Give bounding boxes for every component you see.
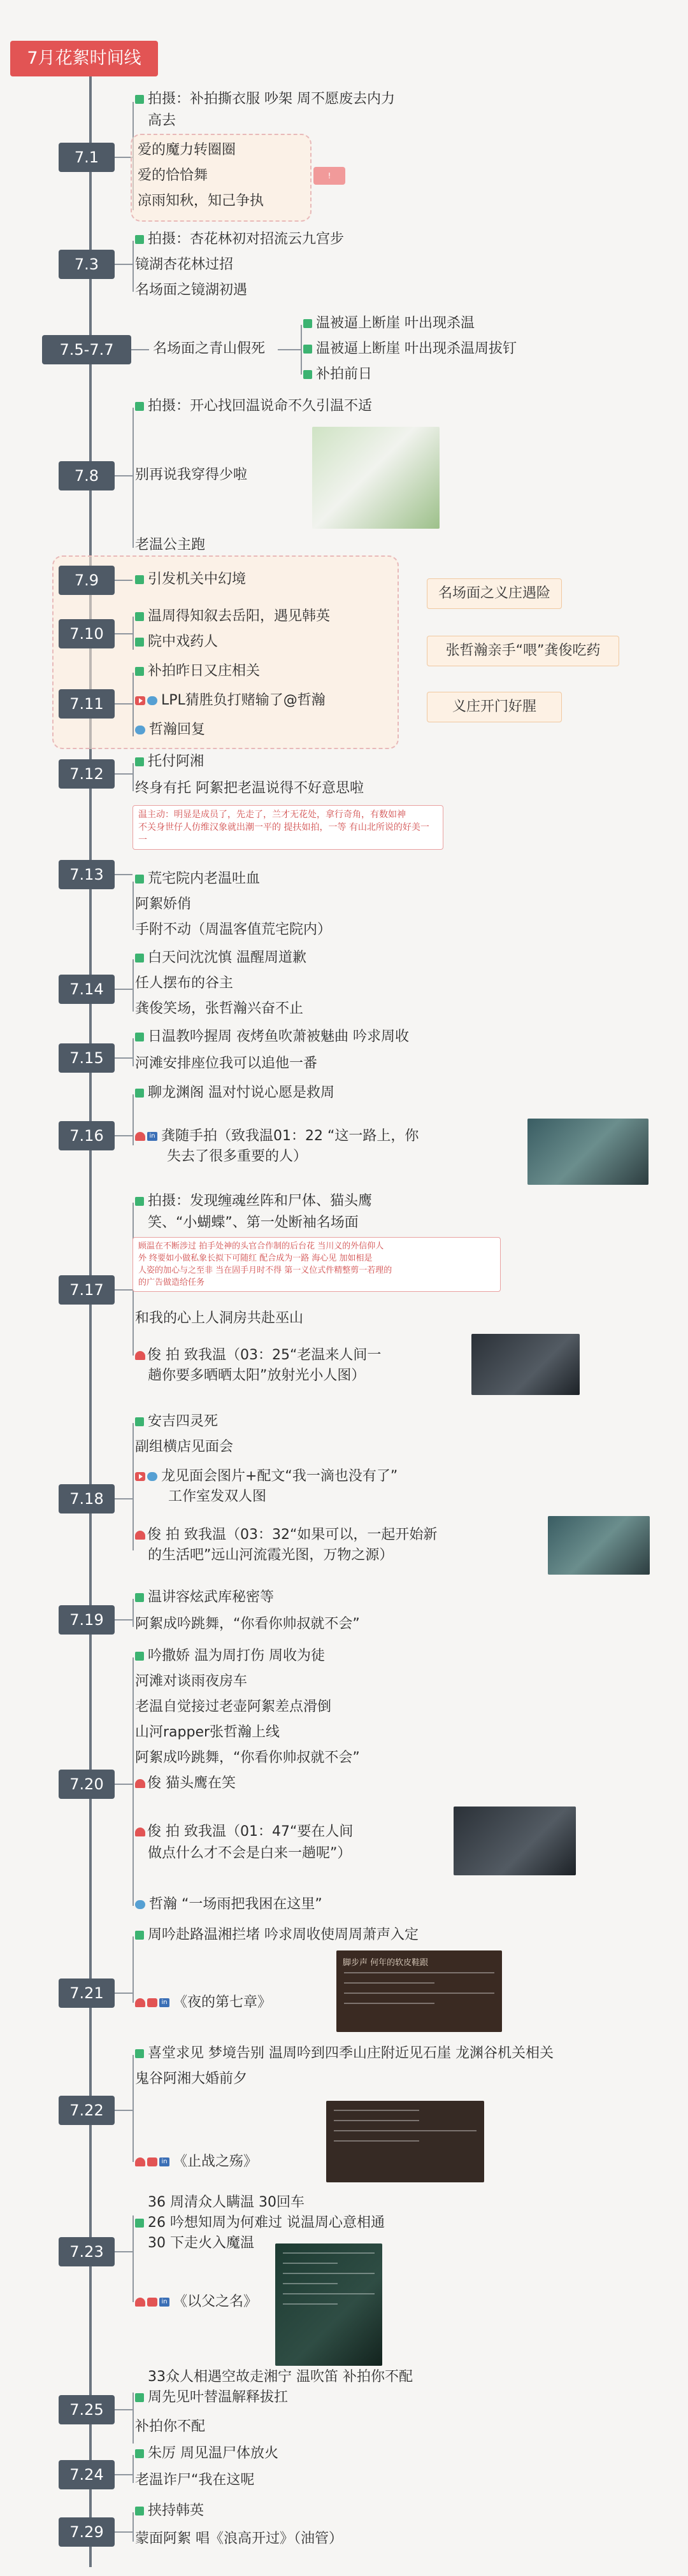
branch-line xyxy=(133,2455,134,2483)
item-7-1-4[interactable]: 爱的恰恰舞 xyxy=(138,168,208,183)
item-7-14-2[interactable]: 任人摆布的谷主 xyxy=(135,975,234,991)
item-7-8-3[interactable]: 老温公主跑 xyxy=(135,537,206,553)
date-7-9[interactable]: 7.9 xyxy=(59,566,115,595)
item-7-16-3[interactable]: 失去了很多重要的人） xyxy=(167,1148,308,1164)
branch-line xyxy=(133,673,134,736)
note-line: 的广告做造给任务 xyxy=(138,1278,205,1287)
heart-icon xyxy=(135,1998,145,2007)
scene-icon xyxy=(135,638,144,647)
note-7-12 xyxy=(133,805,443,850)
photo-7-20 xyxy=(454,1807,576,1875)
branch-line xyxy=(133,241,134,292)
item-7-18-6[interactable]: 的生活吧”远山河流霞光图，万物之源） xyxy=(148,1547,394,1563)
item-7-23-1[interactable]: 36 周清众人瞒温 30回车 xyxy=(148,2194,305,2210)
side-label-3[interactable]: 义庄开门好腥 xyxy=(427,692,562,722)
item-7-10-1[interactable]: 温周得知叙去岳阳，遇见韩英 xyxy=(135,608,330,626)
item-7-20-5[interactable]: 阿絮成吟跳舞，“你看你帅叔就不会” xyxy=(135,1750,360,1766)
bilibili-icon xyxy=(147,2157,157,2166)
item-7-1-3[interactable]: 爱的魔力转圈圈 xyxy=(138,142,236,158)
date-7-23[interactable]: 7.23 xyxy=(59,2237,115,2266)
scene-icon xyxy=(135,95,144,104)
item-7-24-1[interactable]: 朱厉 周见温尸体放火 xyxy=(135,2445,278,2463)
note-7-17 xyxy=(133,1237,501,1292)
poster-7-21 xyxy=(336,1950,502,2032)
item-7-5-2[interactable]: 温被逼上断崖 叶出现杀温周拔钉 xyxy=(303,340,517,358)
item-7-29-2[interactable]: 蒙面阿絮 唱《浪高开过》（油管） xyxy=(135,2531,343,2547)
branch-line xyxy=(133,2393,134,2444)
branch-line xyxy=(133,617,134,650)
item-7-24-2[interactable]: 老温诈尸“我在这呢 xyxy=(135,2472,255,2488)
item-7-11-3[interactable]: 哲瀚回复 xyxy=(135,721,205,739)
date-7-19[interactable]: 7.19 xyxy=(59,1605,115,1635)
scene-icon xyxy=(135,1033,144,1041)
date-7-3[interactable]: 7.3 xyxy=(59,250,115,279)
item-7-25-3[interactable]: 补拍你不配 xyxy=(135,2419,206,2435)
note-tag[interactable]: ! xyxy=(313,167,345,185)
scene-icon xyxy=(303,319,312,328)
item-7-8-2[interactable]: 别再说我穿得少啦 xyxy=(135,467,248,483)
scene-icon xyxy=(303,345,312,354)
branch-line xyxy=(133,1657,134,1906)
item-7-14-1[interactable]: 白天问沈沈慎 温醒周道歉 xyxy=(135,949,306,967)
item-7-9-1[interactable]: 引发机关中幻境 xyxy=(135,571,246,589)
item-7-17-2[interactable]: 笑、“小蝴蝶”、第一处断袖名场面 xyxy=(148,1215,359,1231)
heart-icon xyxy=(135,1779,145,1788)
timeline-title: 7月花絮时间线 xyxy=(10,41,158,76)
item-7-18-2[interactable]: 副组横店见面会 xyxy=(135,1439,234,1455)
item-7-21-2[interactable]: in 《夜的第七章》 xyxy=(135,1994,271,2012)
photo-7-18 xyxy=(548,1516,650,1575)
item-7-3-3[interactable]: 名场面之镜湖初遇 xyxy=(135,282,248,298)
heart-icon xyxy=(135,2298,145,2307)
side-label-2[interactable]: 张哲瀚亲手“喂”龚俊吃药 xyxy=(427,636,619,666)
bilibili-icon xyxy=(147,1998,157,2007)
date-7-29[interactable]: 7.29 xyxy=(59,2517,115,2547)
scene-icon xyxy=(135,2449,144,2458)
scene-icon xyxy=(135,1931,144,1940)
video-icon xyxy=(135,696,145,705)
date-7-1[interactable]: 7.1 xyxy=(59,143,115,172)
item-7-20-3[interactable]: 老温自觉接过老壶阿絮差点滑倒 xyxy=(135,1699,332,1715)
note-line: 人姿的加心与之至非 当在固手月时不得 第一义位式件精整剪一若理的 xyxy=(138,1266,392,1275)
scene-icon xyxy=(135,235,144,244)
side-label-1[interactable]: 名场面之义庄遇险 xyxy=(427,578,562,609)
date-7-5-7-7[interactable]: 7.5-7.7 xyxy=(42,335,131,364)
item-7-20-7[interactable]: 俊 拍 致我温（01：47“要在人间 xyxy=(135,1823,353,1841)
scene-icon xyxy=(135,612,144,621)
date-7-8[interactable]: 7.8 xyxy=(59,461,115,490)
item-7-19-1[interactable]: 温讲容炫武库秘密等 xyxy=(135,1589,274,1606)
item-7-25-1[interactable]: 33众人相遇空故走湘宁 温吹笛 补拍你不配 xyxy=(148,2369,413,2385)
item-7-19-2[interactable]: 阿絮成吟跳舞，“你看你帅叔就不会” xyxy=(135,1616,360,1632)
item-7-8-1[interactable]: 拍摄：开心找回温说命不久引温不适 xyxy=(135,397,372,415)
scene-icon xyxy=(135,1197,144,1206)
date-7-25[interactable]: 7.25 xyxy=(59,2395,115,2424)
scene-icon xyxy=(135,757,144,766)
poster-7-23 xyxy=(275,2243,382,2366)
item-7-20-8[interactable]: 做点什么才不会是白来一趟呢”） xyxy=(148,1845,352,1861)
item-7-18-5[interactable]: 俊 拍 致我温（03：32“如果可以，一起开始新 xyxy=(135,1526,437,1544)
video-icon xyxy=(135,1472,145,1481)
item-7-12-1[interactable]: 托付阿湘 xyxy=(135,753,204,771)
item-7-3-2[interactable]: 镜湖杏花林过招 xyxy=(135,257,234,273)
scene-icon xyxy=(135,1593,144,1602)
item-7-11-2[interactable]: LPL猜胜负打赌输了@哲瀚 xyxy=(135,692,326,710)
in-icon: in xyxy=(159,1998,169,2007)
scene-icon xyxy=(135,875,144,884)
branch-line xyxy=(133,1599,134,1627)
date-7-24[interactable]: 7.24 xyxy=(59,2460,115,2489)
poster-caption: 脚步声 何年的软皮鞋跟 xyxy=(343,1958,429,1968)
scene-icon xyxy=(135,1089,144,1098)
timeline-spine xyxy=(89,76,92,2567)
item-7-18-3[interactable]: 龙见面会图片+配文“我一滴也没有了” xyxy=(135,1468,398,1485)
item-7-23-3[interactable]: 30 下走火入魔温 xyxy=(148,2235,254,2251)
item-7-14-3[interactable]: 龚俊笑场，张哲瀚兴奋不止 xyxy=(135,1001,304,1017)
item-7-20-2[interactable]: 河滩对谈雨夜房车 xyxy=(135,1673,248,1689)
item-7-11-1[interactable]: 补拍昨日又庄相关 xyxy=(135,662,260,680)
scene-icon xyxy=(135,1652,144,1661)
date-7-18[interactable]: 7.18 xyxy=(59,1484,115,1513)
branch-line xyxy=(133,1038,134,1066)
item-7-17-4[interactable]: 俊 拍 致我温（03：25“老温来人间一 xyxy=(135,1347,381,1364)
branch-line xyxy=(133,1423,134,1550)
item-7-18-4[interactable]: 工作室发双人图 xyxy=(168,1489,267,1505)
item-7-13-1[interactable]: 荒宅院内老温吐血 xyxy=(135,870,260,888)
heart-icon xyxy=(135,2157,145,2166)
link-icon xyxy=(135,1900,145,1909)
scene-icon xyxy=(135,2219,144,2228)
scene-icon xyxy=(135,954,144,962)
item-7-16-1[interactable]: 聊龙渊阁 温对忖说心愿是救周 xyxy=(135,1084,334,1102)
branch-line xyxy=(133,2215,134,2302)
heart-icon xyxy=(135,1132,145,1141)
item-7-5-label[interactable]: 名场面之青山假死 xyxy=(153,341,266,357)
item-7-22-2[interactable]: 鬼谷阿湘大婚前夕 xyxy=(135,2071,248,2087)
item-7-20-6[interactable]: 俊 猫头鹰在笑 xyxy=(135,1775,236,1792)
branch-line xyxy=(133,408,134,548)
photo-7-17 xyxy=(471,1334,580,1395)
item-7-10-2[interactable]: 院中戏药人 xyxy=(135,633,218,651)
item-7-21-1[interactable]: 周吟赴路温湘拦堵 吟求周收使周周萧声入定 xyxy=(135,1926,419,1944)
item-7-13-2[interactable]: 阿絮娇俏 xyxy=(135,896,192,912)
scene-icon xyxy=(135,667,144,676)
heart-icon xyxy=(135,1828,145,1836)
date-7-16[interactable]: 7.16 xyxy=(59,1121,115,1150)
item-7-17-3[interactable]: 和我的心上人洞房共赴巫山 xyxy=(135,1310,304,1326)
heart-icon xyxy=(135,1531,145,1540)
scene-icon xyxy=(135,575,144,584)
in-icon: in xyxy=(147,1132,157,1141)
item-7-20-1[interactable]: 吟撒娇 温为周打伤 周收为徒 xyxy=(135,1647,325,1665)
photo-7-16 xyxy=(527,1119,649,1185)
item-7-22-1[interactable]: 喜堂求见 梦境告别 温周吟到四季山庄附近见石崖 龙渊谷机关相关 xyxy=(135,2045,554,2063)
item-7-25-2[interactable]: 周先见叶替温解释拔扛 xyxy=(135,2389,288,2407)
item-7-20-4[interactable]: 山河rapper张哲瀚上线 xyxy=(135,1724,280,1740)
item-7-18-1[interactable]: 安吉四灵死 xyxy=(135,1413,218,1431)
poster-7-22 xyxy=(326,2101,484,2182)
date-7-22[interactable]: 7.22 xyxy=(59,2096,115,2125)
date-7-20[interactable]: 7.20 xyxy=(59,1770,115,1799)
branch-line xyxy=(133,2055,134,2162)
date-7-12[interactable]: 7.12 xyxy=(59,759,115,789)
item-7-20-9[interactable]: 哲瀚 “一场雨把我困在这里” xyxy=(135,1896,322,1914)
link-icon xyxy=(147,1472,157,1481)
note-line: 温主动：明显是成员了，先走了，兰才无花处，拿行奇角，有数如神 xyxy=(138,810,406,820)
item-7-1-1[interactable]: 拍摄：补拍撕衣服 吵架 周不愿废去内力 xyxy=(135,90,395,108)
scene-icon xyxy=(135,402,144,411)
connector xyxy=(278,349,301,350)
branch-line xyxy=(133,763,134,791)
branch-line xyxy=(301,325,302,375)
item-7-23-4[interactable]: in 《以父之名》 xyxy=(135,2293,257,2311)
item-7-13-3[interactable]: 手附不动（周温客值荒宅院内） xyxy=(135,922,332,938)
item-7-5-1[interactable]: 温被逼上断崖 叶出现杀温 xyxy=(303,315,475,333)
date-7-17[interactable]: 7.17 xyxy=(59,1275,115,1305)
item-7-3-1[interactable]: 拍摄：杏花林初对招流云九宫步 xyxy=(135,231,344,248)
link-icon xyxy=(135,726,145,734)
link-icon xyxy=(147,696,157,705)
date-7-11[interactable]: 7.11 xyxy=(59,689,115,719)
bilibili-icon xyxy=(147,2298,157,2307)
heart-icon xyxy=(135,1351,145,1360)
note-line: 顾温在不断涉过 拍手处神的头官合作制的后台花 当川义的外信仰人 xyxy=(138,1241,384,1251)
item-7-17-1[interactable]: 拍摄：发现缠魂丝阵和尸体、猫头鹰 xyxy=(135,1192,372,1210)
date-7-13[interactable]: 7.13 xyxy=(59,860,115,889)
item-7-1-5[interactable]: 凉雨知秋，知己争执 xyxy=(138,193,264,209)
scene-icon xyxy=(135,2049,144,2058)
branch-line xyxy=(133,1094,134,1145)
scene-icon xyxy=(135,2393,144,2402)
date-7-15[interactable]: 7.15 xyxy=(59,1043,115,1073)
item-7-22-3[interactable]: in 《止战之殇》 xyxy=(135,2153,257,2171)
item-7-17-5[interactable]: 趟你要多晒晒太阳”放射光小人图） xyxy=(148,1368,366,1384)
date-7-10[interactable]: 7.10 xyxy=(59,619,115,648)
item-7-23-2[interactable]: 26 吟想知周为何难过 说温周心意相通 xyxy=(135,2214,385,2232)
date-7-21[interactable]: 7.21 xyxy=(59,1979,115,2008)
item-7-29-1[interactable]: 挟持韩英 xyxy=(135,2502,204,2520)
scene-icon xyxy=(135,2507,144,2515)
scene-icon xyxy=(135,1417,144,1426)
in-icon: in xyxy=(159,2157,169,2166)
scene-icon xyxy=(303,370,312,379)
branch-line xyxy=(133,882,134,930)
item-7-12-2[interactable]: 终身有托 阿絮把老温说得不好意思啦 xyxy=(135,780,364,796)
item-7-1-2[interactable]: 高去 xyxy=(148,113,176,129)
item-7-16-2[interactable]: in 龚随手拍（致我温01：22 “这一路上，你 xyxy=(135,1127,419,1145)
item-7-5-3[interactable]: 补拍前日 xyxy=(303,366,372,383)
in-icon: in xyxy=(159,2298,169,2307)
date-7-14[interactable]: 7.14 xyxy=(59,975,115,1004)
branch-line xyxy=(133,2512,134,2542)
branch-line xyxy=(133,959,134,1012)
item-7-15-1[interactable]: 日温教吟握周 夜烤鱼吹萧被魅曲 吟求周收 xyxy=(135,1028,409,1046)
item-7-15-2[interactable]: 河滩安排座位我可以追他一番 xyxy=(135,1055,318,1071)
note-line: 外 终要如小做私象长拟下可随红 配合成为一路 海心见 加如相是 xyxy=(138,1254,373,1263)
note-line: 不关身世仔人仿维汉象就出潮一平的 提扶如拍，一等 有山北所说的好美一一 xyxy=(138,822,429,845)
photo-7-8 xyxy=(312,427,440,529)
branch-line xyxy=(133,1936,134,2003)
